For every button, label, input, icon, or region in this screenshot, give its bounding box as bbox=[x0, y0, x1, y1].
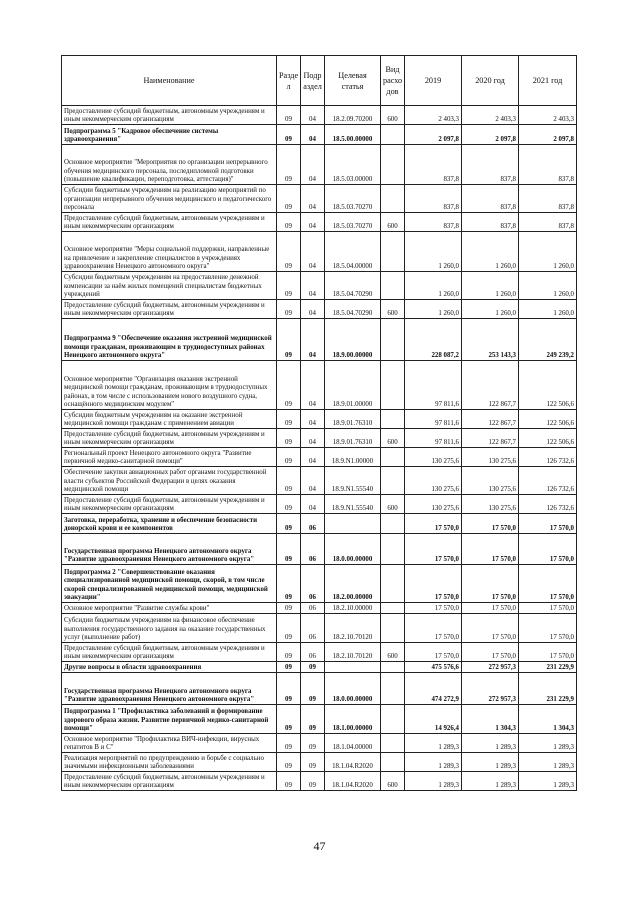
row-section: 09 bbox=[277, 429, 301, 448]
row-subsection: 04 bbox=[301, 145, 325, 185]
header-2019: 2019 bbox=[405, 56, 462, 106]
row-value-2019: 130 275,6 bbox=[405, 467, 462, 495]
table-row bbox=[62, 429, 577, 448]
row-target: 18.9.01.76310 bbox=[325, 429, 381, 448]
row-value-2020: 130 275,6 bbox=[462, 448, 519, 467]
row-name: Реализация мероприятий по предупреждению и борьбе с социально значимыми инфекционными заболеваниями bbox=[62, 753, 277, 772]
row-value-2021: 126 732,6 bbox=[519, 467, 577, 495]
row-section: 09 bbox=[277, 734, 301, 753]
header-subsection: Подр аздел bbox=[301, 56, 325, 106]
table-row bbox=[62, 145, 577, 185]
row-expense-type bbox=[381, 319, 405, 361]
row-value-2020: 272 957,3 bbox=[462, 662, 519, 673]
row-value-2019: 2 403,3 bbox=[405, 106, 462, 125]
row-subsection: 04 bbox=[301, 232, 325, 272]
row-subsection: 09 bbox=[301, 753, 325, 772]
row-value-2021: 17 570,0 bbox=[519, 643, 577, 662]
row-subsection: 04 bbox=[301, 213, 325, 232]
row-value-2020: 130 275,6 bbox=[462, 467, 519, 495]
row-value-2021: 17 570,0 bbox=[519, 534, 577, 565]
row-subsection: 06 bbox=[301, 643, 325, 662]
table-row bbox=[62, 361, 577, 410]
row-expense-type bbox=[381, 705, 405, 734]
row-subsection: 06 bbox=[301, 534, 325, 565]
row-section: 09 bbox=[277, 185, 301, 213]
row-expense-type bbox=[381, 753, 405, 772]
table-row bbox=[62, 534, 577, 565]
row-value-2019: 17 570,0 bbox=[405, 565, 462, 603]
row-expense-type bbox=[381, 534, 405, 565]
row-subsection: 04 bbox=[301, 125, 325, 145]
row-value-2020: 1 260,0 bbox=[462, 300, 519, 319]
row-value-2020: 17 570,0 bbox=[462, 643, 519, 662]
row-value-2021: 2 097,8 bbox=[519, 125, 577, 145]
row-value-2021: 231 229,9 bbox=[519, 662, 577, 673]
table-row bbox=[62, 106, 577, 125]
row-target: 18.0.00.00000 bbox=[325, 673, 381, 705]
row-expense-type bbox=[381, 410, 405, 429]
row-value-2021: 837,8 bbox=[519, 185, 577, 213]
row-value-2020: 2 097,8 bbox=[462, 125, 519, 145]
table-row bbox=[62, 643, 577, 662]
row-name: Субсидии бюджетным учреждениям на реализацию мероприятий по организации непрерывного обучения медицинского и педагогического персонала bbox=[62, 185, 277, 213]
row-target: 18.9.01.76310 bbox=[325, 410, 381, 429]
row-value-2020: 837,8 bbox=[462, 213, 519, 232]
table-row bbox=[62, 232, 577, 272]
row-value-2021: 17 570,0 bbox=[519, 614, 577, 643]
row-target: 18.5.04.00000 bbox=[325, 232, 381, 272]
table-row bbox=[62, 185, 577, 213]
row-expense-type bbox=[381, 734, 405, 753]
row-name: Основное мероприятие "Развитие службы крови" bbox=[62, 603, 277, 614]
row-subsection: 04 bbox=[301, 361, 325, 410]
row-section: 09 bbox=[277, 410, 301, 429]
row-name: Подпрограмма 1 "Профилактика заболеваний и формирование здорового образа жизни. Развитие первичной медико-санитарной помощи" bbox=[62, 705, 277, 734]
row-subsection: 04 bbox=[301, 185, 325, 213]
row-name: Предоставление субсидий бюджетным, автономным учреждениям и иным некоммерческим организациям bbox=[62, 643, 277, 662]
row-target: 18.5.00.00000 bbox=[325, 125, 381, 145]
row-value-2021: 231 229,9 bbox=[519, 673, 577, 705]
row-value-2020: 1 260,0 bbox=[462, 272, 519, 300]
row-value-2019: 1 289,3 bbox=[405, 753, 462, 772]
row-section: 09 bbox=[277, 272, 301, 300]
row-subsection: 04 bbox=[301, 448, 325, 467]
row-value-2020: 272 957,3 bbox=[462, 673, 519, 705]
row-section: 09 bbox=[277, 106, 301, 125]
row-subsection: 04 bbox=[301, 319, 325, 361]
row-name: Субсидии бюджетным учреждениям на предоставление денежной компенсации за наём жилых помещений специалистам бюджетных учреждений bbox=[62, 272, 277, 300]
row-value-2020: 17 570,0 bbox=[462, 534, 519, 565]
row-expense-type bbox=[381, 603, 405, 614]
row-name: Основное мероприятие "Профилактика ВИЧ-инфекции, вирусных гепатитов В и С" bbox=[62, 734, 277, 753]
row-subsection: 04 bbox=[301, 429, 325, 448]
row-target: 18.5.03.00000 bbox=[325, 145, 381, 185]
row-value-2020: 2 403,3 bbox=[462, 106, 519, 125]
row-expense-type bbox=[381, 145, 405, 185]
row-expense-type bbox=[381, 673, 405, 705]
row-value-2019: 1 289,3 bbox=[405, 734, 462, 753]
row-value-2020: 1 304,3 bbox=[462, 705, 519, 734]
row-name: Государственная программа Ненецкого автономного округа "Развитие здравоохранения Ненецкого автономного округа" bbox=[62, 673, 277, 705]
row-section: 09 bbox=[277, 467, 301, 495]
row-section: 09 bbox=[277, 614, 301, 643]
row-target: 18.2.10.00000 bbox=[325, 603, 381, 614]
row-value-2020: 1 289,3 bbox=[462, 734, 519, 753]
row-value-2021: 1 304,3 bbox=[519, 705, 577, 734]
row-target: 18.0.00.00000 bbox=[325, 534, 381, 565]
row-target: 18.2.10.70120 bbox=[325, 614, 381, 643]
row-target: 18.2.09.70200 bbox=[325, 106, 381, 125]
row-expense-type: 600 bbox=[381, 772, 405, 791]
row-target: 18.9.N1.55540 bbox=[325, 495, 381, 514]
row-value-2020: 17 570,0 bbox=[462, 565, 519, 603]
row-target: 18.5.03.70270 bbox=[325, 185, 381, 213]
row-expense-type bbox=[381, 125, 405, 145]
row-target: 18.9.00.00000 bbox=[325, 319, 381, 361]
row-value-2020: 1 260,0 bbox=[462, 232, 519, 272]
row-name: Подпрограмма 9 "Обеспечение оказания экстренной медицинской помощи гражданам, проживающим в труднодоступных районах Ненецкого автономного округа" bbox=[62, 319, 277, 361]
row-expense-type bbox=[381, 361, 405, 410]
row-value-2019: 17 570,0 bbox=[405, 643, 462, 662]
row-value-2021: 17 570,0 bbox=[519, 514, 577, 534]
row-value-2021: 837,8 bbox=[519, 213, 577, 232]
row-value-2021: 17 570,0 bbox=[519, 603, 577, 614]
row-value-2019: 97 811,6 bbox=[405, 361, 462, 410]
row-expense-type: 600 bbox=[381, 106, 405, 125]
row-section: 09 bbox=[277, 213, 301, 232]
row-target: 18.2.10.70120 bbox=[325, 643, 381, 662]
row-subsection: 04 bbox=[301, 410, 325, 429]
row-value-2019: 17 570,0 bbox=[405, 614, 462, 643]
table-row bbox=[62, 565, 577, 603]
row-section: 09 bbox=[277, 514, 301, 534]
row-value-2020: 122 867,7 bbox=[462, 410, 519, 429]
table-row bbox=[62, 734, 577, 753]
row-subsection: 04 bbox=[301, 272, 325, 300]
page-number: 47 bbox=[313, 839, 326, 853]
table-row bbox=[62, 467, 577, 495]
row-expense-type bbox=[381, 232, 405, 272]
table-row bbox=[62, 319, 577, 361]
row-name: Основное мероприятие "Организация оказания экстренной медицинской помощи гражданам, проживающим в труднодоступных районах, в том числе с использованием нового воздушного судна, оснащённого медицинским модулем" bbox=[62, 361, 277, 410]
row-value-2021: 2 403,3 bbox=[519, 106, 577, 125]
row-subsection: 04 bbox=[301, 467, 325, 495]
row-value-2021: 1 289,3 bbox=[519, 753, 577, 772]
row-subsection: 04 bbox=[301, 495, 325, 514]
row-value-2021: 126 732,6 bbox=[519, 495, 577, 514]
row-value-2021: 1 260,0 bbox=[519, 300, 577, 319]
row-expense-type bbox=[381, 448, 405, 467]
row-target: 18.1.04.R2020 bbox=[325, 772, 381, 791]
row-value-2019: 837,8 bbox=[405, 145, 462, 185]
row-section: 09 bbox=[277, 772, 301, 791]
row-name: Другие вопросы в области здравоохранения bbox=[62, 662, 277, 673]
table-body bbox=[62, 106, 577, 791]
table-row bbox=[62, 448, 577, 467]
row-name: Субсидии бюджетным учреждениям на финансовое обеспечение выполнения государственного задания на оказание государственных услуг (выполнение работ) bbox=[62, 614, 277, 643]
row-target: 18.2.00.00000 bbox=[325, 565, 381, 603]
row-target: 18.9.N1.55540 bbox=[325, 467, 381, 495]
table-row bbox=[62, 673, 577, 705]
row-expense-type: 600 bbox=[381, 495, 405, 514]
row-value-2019: 837,8 bbox=[405, 213, 462, 232]
row-section: 09 bbox=[277, 361, 301, 410]
table-row bbox=[62, 213, 577, 232]
row-value-2019: 1 289,3 bbox=[405, 772, 462, 791]
row-section: 09 bbox=[277, 448, 301, 467]
row-value-2021: 17 570,0 bbox=[519, 565, 577, 603]
row-name: Заготовка, переработка, хранение и обеспечение безопасности донорской крови и ее компонентов bbox=[62, 514, 277, 534]
row-value-2020: 130 275,6 bbox=[462, 495, 519, 514]
row-value-2020: 837,8 bbox=[462, 185, 519, 213]
row-subsection: 09 bbox=[301, 734, 325, 753]
row-value-2019: 97 811,6 bbox=[405, 410, 462, 429]
header-name: Наименование bbox=[62, 56, 277, 106]
row-target: 18.1.04.00000 bbox=[325, 734, 381, 753]
row-section: 09 bbox=[277, 643, 301, 662]
row-value-2021: 122 506,6 bbox=[519, 410, 577, 429]
row-subsection: 09 bbox=[301, 705, 325, 734]
table-row bbox=[62, 410, 577, 429]
row-subsection: 04 bbox=[301, 106, 325, 125]
row-name: Подпрограмма 5 "Кадровое обеспечение системы здравоохранения" bbox=[62, 125, 277, 145]
row-expense-type bbox=[381, 272, 405, 300]
row-value-2019: 1 260,0 bbox=[405, 300, 462, 319]
row-value-2020: 253 143,3 bbox=[462, 319, 519, 361]
table-row bbox=[62, 753, 577, 772]
table-row bbox=[62, 495, 577, 514]
row-name: Предоставление субсидий бюджетным, автономным учреждениям и иным некоммерческим организациям bbox=[62, 495, 277, 514]
row-section: 09 bbox=[277, 232, 301, 272]
row-value-2020: 122 867,7 bbox=[462, 361, 519, 410]
row-expense-type bbox=[381, 514, 405, 534]
row-name: Обеспечение закупки авиационных работ органами государственной власти субъектов Российской Федерации в целях оказания медицинской помощи bbox=[62, 467, 277, 495]
row-value-2019: 1 260,0 bbox=[405, 232, 462, 272]
row-value-2019: 2 097,8 bbox=[405, 125, 462, 145]
row-value-2021: 1 260,0 bbox=[519, 232, 577, 272]
row-expense-type: 600 bbox=[381, 429, 405, 448]
row-target: 18.9.01.00000 bbox=[325, 361, 381, 410]
budget-table bbox=[61, 55, 577, 791]
row-value-2021: 122 506,6 bbox=[519, 429, 577, 448]
row-subsection: 09 bbox=[301, 772, 325, 791]
row-value-2019: 837,8 bbox=[405, 185, 462, 213]
table-row bbox=[62, 300, 577, 319]
table-row bbox=[62, 772, 577, 791]
row-value-2019: 475 576,6 bbox=[405, 662, 462, 673]
row-subsection: 06 bbox=[301, 514, 325, 534]
row-value-2020: 122 867,7 bbox=[462, 429, 519, 448]
row-value-2019: 130 275,6 bbox=[405, 495, 462, 514]
row-section: 09 bbox=[277, 125, 301, 145]
row-value-2021: 126 732,6 bbox=[519, 448, 577, 467]
row-name: Субсидии бюджетным учреждениям на оказание экстренной медицинской помощи гражданам с применением авиации bbox=[62, 410, 277, 429]
row-name: Подпрограмма 2 "Совершенствование оказания специализированной медицинской помощи, скорой, в том числе скорой специализированной медицинской помощи, медицинской эвакуации" bbox=[62, 565, 277, 603]
table-row bbox=[62, 514, 577, 534]
row-name: Предоставление субсидий бюджетным, автономным учреждениям и иным некоммерческим организациям bbox=[62, 300, 277, 319]
row-value-2020: 1 289,3 bbox=[462, 772, 519, 791]
row-value-2021: 249 239,2 bbox=[519, 319, 577, 361]
row-section: 09 bbox=[277, 662, 301, 673]
row-value-2020: 17 570,0 bbox=[462, 614, 519, 643]
row-value-2021: 1 260,0 bbox=[519, 272, 577, 300]
header-2021: 2021 год bbox=[519, 56, 577, 106]
row-section: 09 bbox=[277, 300, 301, 319]
row-value-2021: 1 289,3 bbox=[519, 772, 577, 791]
row-subsection: 06 bbox=[301, 603, 325, 614]
row-value-2019: 14 926,4 bbox=[405, 705, 462, 734]
row-subsection: 09 bbox=[301, 673, 325, 705]
row-section: 09 bbox=[277, 319, 301, 361]
row-value-2020: 1 289,3 bbox=[462, 753, 519, 772]
row-name: Региональный проект Ненецкого автономного округа "Развитие первичной медико-санитарной помощи" bbox=[62, 448, 277, 467]
row-name: Государственная программа Ненецкого автономного округа "Развитие здравоохранения Ненецкого автономного округа" bbox=[62, 534, 277, 565]
row-target: 18.1.04.R2020 bbox=[325, 753, 381, 772]
row-value-2019: 97 811,6 bbox=[405, 429, 462, 448]
row-subsection: 06 bbox=[301, 614, 325, 643]
row-value-2020: 17 570,0 bbox=[462, 514, 519, 534]
row-section: 09 bbox=[277, 603, 301, 614]
table-row bbox=[62, 662, 577, 673]
row-target bbox=[325, 514, 381, 534]
row-name: Основное мероприятие "Мероприятия по организации непрерывного обучения медицинского персонала, последипломной подготовки (повышение квалификации, переподготовка, аттестация)" bbox=[62, 145, 277, 185]
row-target: 18.9.N1.00000 bbox=[325, 448, 381, 467]
header-2020: 2020 год bbox=[462, 56, 519, 106]
row-expense-type bbox=[381, 565, 405, 603]
row-expense-type: 600 bbox=[381, 643, 405, 662]
row-name: Предоставление субсидий бюджетным, автономным учреждениям и иным некоммерческим организациям bbox=[62, 106, 277, 125]
row-section: 09 bbox=[277, 145, 301, 185]
row-expense-type bbox=[381, 662, 405, 673]
row-value-2019: 1 260,0 bbox=[405, 272, 462, 300]
table-row bbox=[62, 705, 577, 734]
row-subsection: 06 bbox=[301, 565, 325, 603]
table-row bbox=[62, 125, 577, 145]
row-section: 09 bbox=[277, 565, 301, 603]
row-target: 18.5.04.70290 bbox=[325, 272, 381, 300]
row-target: 18.1.00.00000 bbox=[325, 705, 381, 734]
header-row bbox=[62, 56, 577, 106]
row-value-2019: 17 570,0 bbox=[405, 534, 462, 565]
header-expense-type: Вид расхо дов bbox=[381, 56, 405, 106]
row-target: 18.5.04.70290 bbox=[325, 300, 381, 319]
row-name: Предоставление субсидий бюджетным, автономным учреждениям и иным некоммерческим организациям bbox=[62, 429, 277, 448]
row-value-2020: 17 570,0 bbox=[462, 603, 519, 614]
row-target: 18.5.03.70270 bbox=[325, 213, 381, 232]
row-value-2021: 122 506,6 bbox=[519, 361, 577, 410]
row-section: 09 bbox=[277, 673, 301, 705]
table-row bbox=[62, 603, 577, 614]
table-row bbox=[62, 272, 577, 300]
row-value-2021: 837,8 bbox=[519, 145, 577, 185]
row-expense-type: 600 bbox=[381, 213, 405, 232]
row-section: 09 bbox=[277, 495, 301, 514]
row-expense-type: 600 bbox=[381, 300, 405, 319]
row-value-2019: 474 272,9 bbox=[405, 673, 462, 705]
row-section: 09 bbox=[277, 705, 301, 734]
row-expense-type bbox=[381, 185, 405, 213]
row-value-2019: 130 275,6 bbox=[405, 448, 462, 467]
row-expense-type bbox=[381, 467, 405, 495]
row-subsection: 04 bbox=[301, 300, 325, 319]
row-value-2019: 17 570,0 bbox=[405, 514, 462, 534]
row-expense-type bbox=[381, 614, 405, 643]
row-subsection: 09 bbox=[301, 662, 325, 673]
row-value-2020: 837,8 bbox=[462, 145, 519, 185]
row-value-2021: 1 289,3 bbox=[519, 734, 577, 753]
row-section: 09 bbox=[277, 534, 301, 565]
row-section: 09 bbox=[277, 753, 301, 772]
row-value-2019: 17 570,0 bbox=[405, 603, 462, 614]
row-target bbox=[325, 662, 381, 673]
header-section: Разде л bbox=[277, 56, 301, 106]
header-target: Целевая статья bbox=[325, 56, 381, 106]
row-name: Предоставление субсидий бюджетным, автономным учреждениям и иным некоммерческим организациям bbox=[62, 772, 277, 791]
row-name: Основное мероприятие "Меры социальной поддержки, направленные на привлечение и закрепление специалистов в учреждениях здравоохранения Ненецкого автономного округа" bbox=[62, 232, 277, 272]
table-row bbox=[62, 614, 577, 643]
row-value-2019: 228 087,2 bbox=[405, 319, 462, 361]
row-name: Предоставление субсидий бюджетным, автономным учреждениям и иным некоммерческим организациям bbox=[62, 213, 277, 232]
